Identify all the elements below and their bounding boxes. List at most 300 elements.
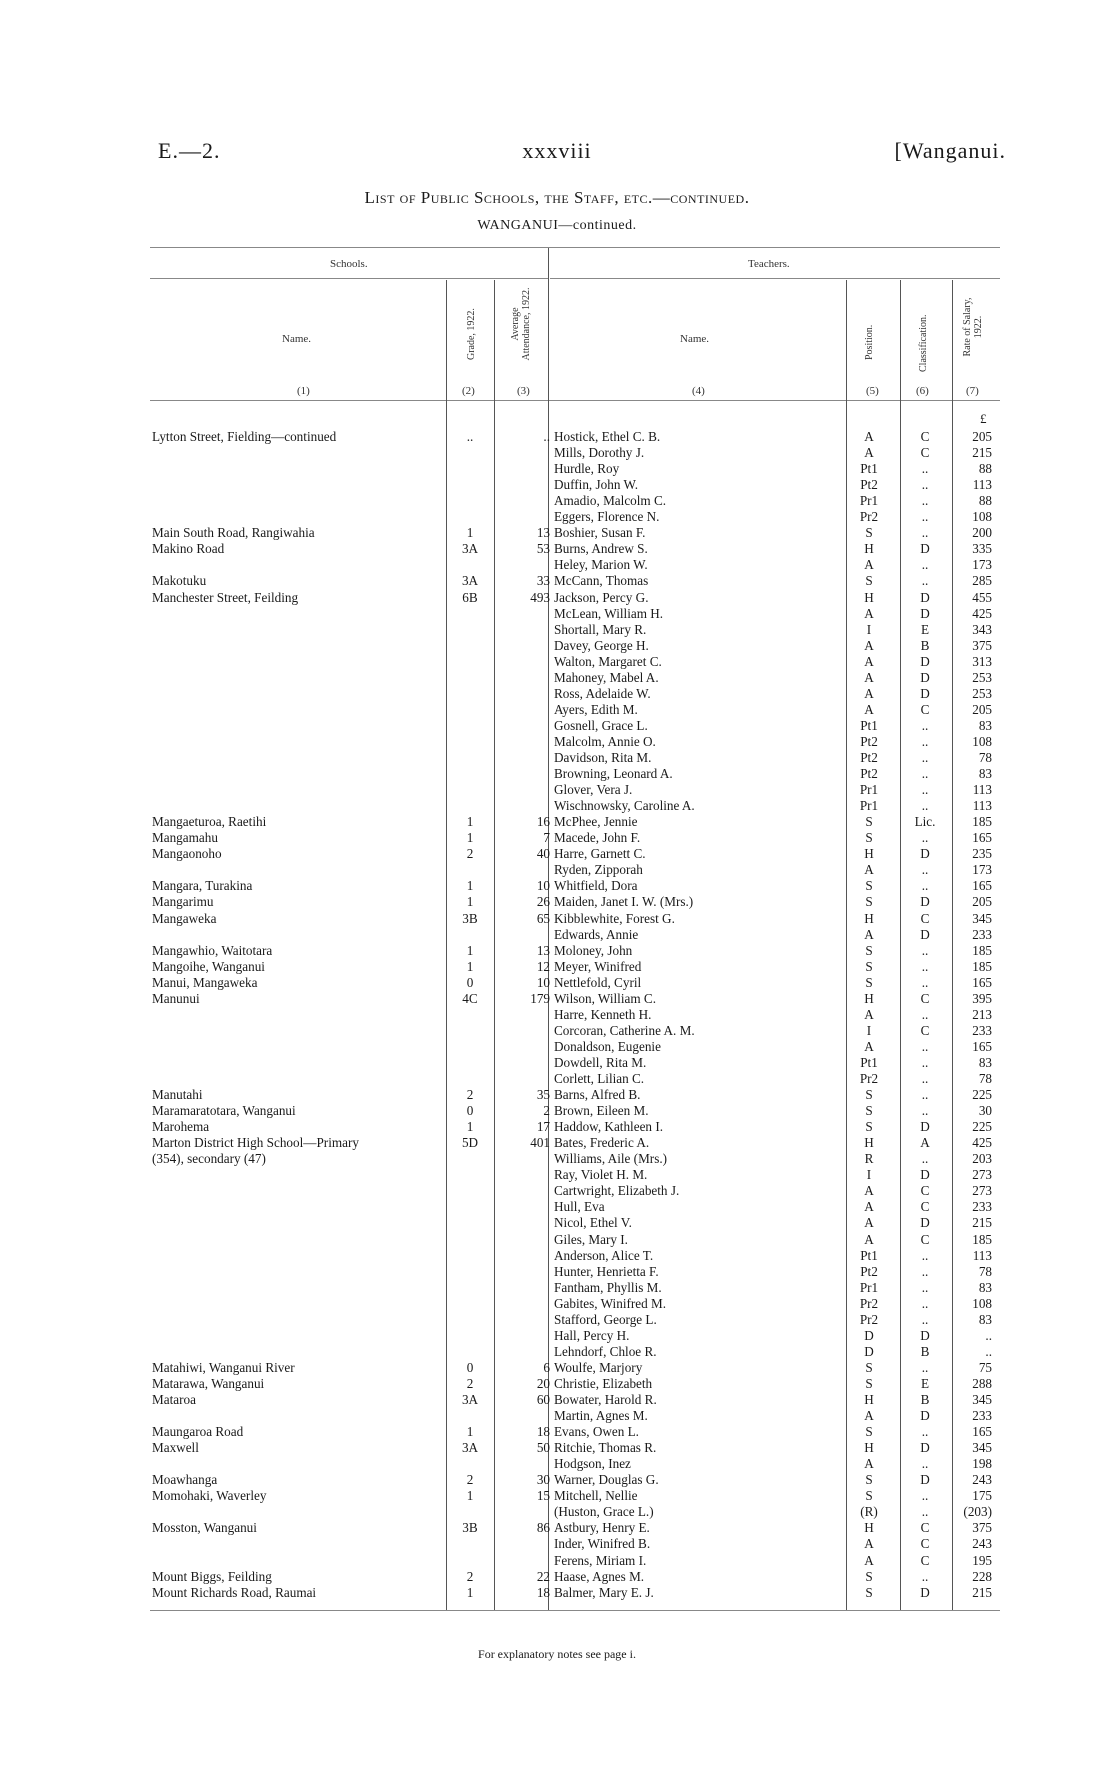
table-row: [0, 798, 1114, 814]
teacher-name-cell: Glover, Vera J.: [554, 782, 633, 798]
teacher-name-cell: McLean, William H.: [554, 605, 664, 621]
classification-cell: ..: [921, 750, 929, 765]
classification-cell: C: [920, 1552, 930, 1568]
classification-cell: ..: [921, 1456, 929, 1472]
grade-header: Grade, 1922.: [466, 308, 477, 360]
teacher-name-cell: (Huston, Grace L.): [554, 1504, 654, 1520]
attendance-cell: 30: [536, 1472, 550, 1488]
classification-cell: B: [920, 1343, 930, 1359]
position-cell: S: [865, 1568, 873, 1584]
salary-cell: 173: [972, 862, 992, 878]
table-row: [0, 1360, 1114, 1376]
grade-cell: 2: [466, 1472, 474, 1488]
position-cell: H: [864, 1520, 874, 1536]
classification-cell: ..: [921, 1359, 929, 1375]
position-cell: A: [864, 1536, 874, 1552]
position-cell: Pr1: [859, 493, 879, 509]
teacher-name-cell: Ross, Adelaide W.: [554, 685, 651, 701]
school-name-cell: Maungaroa Road: [152, 1424, 244, 1440]
page-number: xxxviii: [522, 138, 592, 163]
table-row: [0, 1103, 1114, 1119]
classification-cell: E: [920, 1375, 930, 1391]
table-row: [0, 1087, 1114, 1103]
table-row: [0, 718, 1114, 734]
position-cell: H: [864, 910, 874, 926]
page-header: [0, 138, 1114, 168]
table-row: [0, 1135, 1114, 1151]
teacher-name-cell: McCann, Thomas: [554, 573, 649, 589]
salary-cell: 185: [972, 1231, 992, 1247]
table-row: [0, 1007, 1114, 1023]
table-row: [0, 1039, 1114, 1055]
position-cell: S: [865, 1584, 873, 1600]
classification-cell: D: [920, 685, 930, 701]
teachers-group-rule: [550, 278, 1000, 279]
attendance-cell: 7: [543, 830, 550, 846]
grade-cell: 1: [466, 1424, 474, 1440]
teacher-name-cell: Edwards, Annie: [554, 926, 639, 942]
teacher-name-cell: Ferens, Miriam I.: [554, 1552, 647, 1568]
teacher-name-cell: Balmer, Mary E. J.: [554, 1584, 654, 1600]
col-num-7: (7): [966, 385, 979, 397]
school-name-cell: Makino Road: [152, 541, 225, 557]
school-name-cell: Mangaweka: [152, 910, 217, 926]
position-cell: S: [865, 525, 873, 541]
school-name-cell: Mangara, Turakina: [152, 878, 253, 894]
classification-header: Classification.: [918, 314, 929, 372]
table-row: [0, 959, 1114, 975]
position-cell: A: [864, 669, 874, 685]
teacher-name-cell: Ray, Violet H. M.: [554, 1167, 648, 1183]
teacher-name-cell: Kibblewhite, Forest G.: [554, 910, 675, 926]
salary-cell: 273: [972, 1183, 992, 1199]
table-row: [0, 1472, 1114, 1488]
table-row: [0, 1520, 1114, 1536]
col-num-3: (3): [517, 385, 530, 397]
district-reference: [Wanganui.: [894, 138, 1006, 163]
teacher-name-cell: Maiden, Janet I. W. (Mrs.): [554, 894, 694, 910]
classification-cell: ..: [921, 1006, 929, 1022]
position-cell: S: [865, 814, 873, 830]
position-cell: A: [864, 1199, 874, 1215]
teacher-name-cell: Mills, Dorothy J.: [554, 445, 645, 461]
salary-cell: 165: [972, 878, 992, 894]
table-row: [0, 461, 1114, 477]
classification-cell: C: [920, 1536, 930, 1552]
table-row: [0, 1232, 1114, 1248]
grade-cell: 1: [466, 830, 474, 846]
col-num-5: (5): [866, 385, 879, 397]
classification-cell: ..: [921, 1295, 929, 1311]
classification-cell: ..: [921, 557, 929, 573]
position-cell: S: [865, 942, 873, 958]
classification-cell: ..: [921, 1279, 929, 1295]
salary-cell: 75: [978, 1359, 992, 1375]
classification-cell: C: [920, 990, 930, 1006]
position-cell: A: [864, 429, 874, 444]
position-cell: H: [864, 846, 874, 862]
attendance-cell: 50: [536, 1440, 550, 1456]
table-row: [0, 878, 1114, 894]
teacher-name-cell: Wischnowsky, Caroline A.: [554, 798, 695, 814]
position-cell: S: [865, 1375, 873, 1391]
classification-cell: C: [920, 1520, 930, 1536]
table-row: [0, 1151, 1114, 1167]
salary-cell: 185: [972, 814, 992, 830]
salary-cell: 425: [972, 1135, 992, 1151]
grade-cell: 3B: [462, 910, 478, 926]
teacher-name-cell: Harre, Garnett C.: [554, 846, 646, 862]
salary-cell: 78: [978, 750, 992, 765]
position-cell: H: [864, 541, 874, 557]
teacher-name-cell: Gosnell, Grace L.: [554, 717, 648, 733]
classification-cell: D: [920, 846, 930, 862]
position-cell: S: [865, 1488, 873, 1504]
teacher-name-cell: Woulfe, Marjory: [554, 1359, 643, 1375]
teacher-name-cell: Hostick, Ethel C. B.: [554, 429, 661, 444]
position-cell: Pt1: [860, 717, 878, 733]
col-num-2: (2): [462, 385, 475, 397]
attendance-cell: 65: [536, 910, 550, 926]
salary-cell: 108: [972, 733, 992, 749]
classification-cell: ..: [921, 1151, 929, 1167]
salary-cell: 345: [972, 910, 992, 926]
classification-cell: D: [920, 653, 930, 669]
attendance-cell: 40: [536, 846, 550, 862]
table-row: [0, 702, 1114, 718]
table-row: [0, 862, 1114, 878]
teacher-name-cell: Browning, Leonard A.: [554, 766, 673, 782]
teacher-name-cell: Harre, Kenneth H.: [554, 1006, 652, 1022]
salary-cell: 215: [972, 445, 992, 461]
table-row: [0, 1296, 1114, 1312]
salary-cell: 203: [972, 1151, 992, 1167]
salary-cell: 205: [972, 429, 992, 444]
salary-cell: 30: [978, 1103, 992, 1119]
salary-cell: 83: [978, 1279, 992, 1295]
grade-cell: 1: [466, 958, 474, 974]
classification-cell: ..: [921, 477, 929, 493]
position-cell: A: [864, 1038, 874, 1054]
page-title: List of Public Schools, the Staff, etc.—continued.: [364, 188, 750, 207]
teacher-name-cell: Lehndorf, Chloe R.: [554, 1343, 657, 1359]
table-row: [0, 1440, 1114, 1456]
classification-cell: ..: [921, 1054, 929, 1070]
school-name-cell: Mount Biggs, Feilding: [152, 1568, 272, 1584]
salary-cell: 335: [972, 541, 992, 557]
classification-cell: D: [920, 1167, 930, 1183]
teacher-name-cell: Christie, Elizabeth: [554, 1375, 653, 1391]
attendance-cell: 33: [536, 573, 550, 589]
teachers-group-label: Teachers.: [748, 258, 790, 270]
position-cell: Pt2: [860, 733, 878, 749]
teacher-name-cell: Corlett, Lilian C.: [554, 1071, 645, 1086]
currency-symbol: £: [980, 411, 987, 426]
table-row: [0, 670, 1114, 686]
teacher-name-cell: Anderson, Alice T.: [554, 1247, 654, 1263]
classification-cell: ..: [921, 1504, 929, 1520]
classification-cell: D: [920, 1327, 930, 1343]
grade-cell: 5D: [461, 1135, 479, 1151]
teacher-name-cell: Duffin, John W.: [554, 477, 639, 493]
table-row: [0, 1280, 1114, 1296]
grade-cell: 3B: [462, 1520, 478, 1536]
teacher-name-cell: Davey, George H.: [554, 637, 649, 653]
teacher-name-cell: Fantham, Phyllis M.: [554, 1279, 662, 1295]
table-row: [0, 525, 1114, 541]
school-name-cell: Marton District High School—Primary: [152, 1135, 359, 1151]
classification-cell: ..: [921, 830, 929, 846]
classification-cell: ..: [921, 798, 929, 814]
school-name-cell: Manui, Mangaweka: [152, 974, 258, 990]
salary-cell: 165: [972, 1424, 992, 1440]
position-cell: S: [865, 1119, 873, 1135]
col-num-6: (6): [916, 385, 929, 397]
table-row: [0, 1456, 1114, 1472]
position-cell: S: [865, 573, 873, 589]
attendance-cell: 15: [536, 1488, 550, 1504]
salary-cell: 285: [972, 573, 992, 589]
attendance-cell: 6: [543, 1359, 550, 1375]
schools-group-label: Schools.: [330, 258, 368, 270]
salary-cell: 205: [972, 701, 992, 717]
position-cell: I: [866, 1167, 872, 1183]
teacher-name-cell: Whitfield, Dora: [554, 878, 638, 894]
teacher-name-cell: Nettlefold, Cyril: [554, 974, 642, 990]
position-cell: H: [864, 589, 874, 605]
salary-cell: 108: [972, 1295, 992, 1311]
table-row: [0, 686, 1114, 702]
position-cell: A: [864, 926, 874, 942]
table-row: [0, 1536, 1114, 1552]
teacher-name-cell: Ryden, Zipporah: [554, 862, 643, 878]
grade-cell: 2: [466, 846, 474, 862]
position-cell: A: [864, 637, 874, 653]
position-cell: Pt2: [860, 750, 878, 765]
attendance-cell: 26: [536, 894, 550, 910]
classification-cell: D: [920, 1584, 930, 1600]
teacher-name-cell: Jackson, Percy G.: [554, 589, 649, 605]
school-name-cell: Mataroa: [152, 1392, 196, 1407]
salary-cell: 185: [972, 958, 992, 974]
school-name-header: Name.: [282, 333, 312, 345]
attendance-cell: ..: [543, 429, 550, 444]
position-cell: S: [865, 1103, 873, 1119]
salary-cell: 253: [972, 685, 992, 701]
teacher-name-cell: Giles, Mary I.: [554, 1231, 628, 1247]
classification-cell: D: [920, 589, 930, 605]
position-cell: H: [864, 990, 874, 1006]
position-cell: Pt2: [860, 766, 878, 782]
table-row: [0, 493, 1114, 509]
table-row: [0, 477, 1114, 493]
table-row: [0, 927, 1114, 943]
attendance-cell: 22: [536, 1568, 550, 1584]
grade-cell: 0: [466, 1359, 474, 1375]
salary-cell: 313: [972, 653, 992, 669]
attendance-cell: 12: [536, 958, 550, 974]
position-cell: A: [864, 557, 874, 573]
teacher-name-cell: Cartwright, Elizabeth J.: [554, 1183, 680, 1199]
position-cell: A: [864, 862, 874, 878]
teacher-name-cell: Macede, John F.: [554, 830, 641, 846]
teacher-name-cell: Hunter, Henrietta F.: [554, 1263, 659, 1279]
position-cell: Pr1: [859, 798, 879, 814]
position-cell: Pt1: [860, 461, 878, 477]
table-row: [0, 1215, 1114, 1231]
attendance-cell: 2: [543, 1103, 550, 1119]
salary-cell: 83: [978, 1054, 992, 1070]
grade-cell: 1: [466, 1488, 474, 1504]
school-name-cell: Matahiwi, Wanganui River: [152, 1359, 295, 1375]
classification-cell: ..: [921, 782, 929, 798]
report-reference: E.—2.: [158, 138, 221, 163]
classification-cell: ..: [921, 733, 929, 749]
position-cell: A: [864, 1456, 874, 1472]
position-cell: A: [864, 685, 874, 701]
school-name-cell: Mosston, Wanganui: [152, 1520, 257, 1536]
table-row: [0, 1248, 1114, 1264]
teacher-name-cell: Warner, Douglas G.: [554, 1472, 659, 1488]
table-row: [0, 638, 1114, 654]
position-cell: S: [865, 974, 873, 990]
attendance-cell: 18: [536, 1584, 550, 1600]
teacher-name-cell: McPhee, Jennie: [554, 814, 638, 830]
teacher-name-cell: Mahoney, Mabel A.: [554, 669, 659, 685]
school-name-cell: Makotuku: [152, 573, 207, 589]
position-cell: S: [865, 830, 873, 846]
teacher-name-cell: Meyer, Winifred: [554, 958, 642, 974]
teacher-name-cell: Hurdle, Roy: [554, 461, 620, 477]
attendance-cell: 35: [536, 1087, 550, 1103]
classification-cell: ..: [921, 766, 929, 782]
teacher-name-cell: Davidson, Rita M.: [554, 750, 652, 765]
classification-cell: ..: [921, 1247, 929, 1263]
classification-cell: ..: [921, 862, 929, 878]
teacher-name-cell: Mitchell, Nellie: [554, 1488, 638, 1504]
grade-cell: 3A: [461, 1392, 479, 1407]
teacher-name-cell: Hodgson, Inez: [554, 1456, 631, 1472]
table-row: [0, 782, 1114, 798]
position-cell: A: [864, 445, 874, 461]
teacher-name-cell: Brown, Eileen M.: [554, 1103, 649, 1119]
table-row: [0, 991, 1114, 1007]
grade-cell: 1: [466, 1584, 474, 1600]
position-cell: A: [864, 1006, 874, 1022]
classification-cell: ..: [921, 1424, 929, 1440]
table-bottom-rule: [150, 1610, 1000, 1611]
teacher-name-cell: Ayers, Edith M.: [554, 701, 638, 717]
salary-cell: 233: [972, 926, 992, 942]
school-name-cell: Maramaratotara, Wanganui: [152, 1103, 296, 1119]
position-cell: H: [864, 1392, 874, 1407]
position-cell: A: [864, 605, 874, 621]
table-row: [0, 1553, 1114, 1569]
classification-cell: D: [920, 669, 930, 685]
teacher-name-cell: Amadio, Malcolm C.: [554, 493, 667, 509]
teacher-name-cell: Boshier, Susan F.: [554, 525, 646, 541]
attendance-cell: 20: [536, 1375, 550, 1391]
salary-cell: 253: [972, 669, 992, 685]
table-row: [0, 1344, 1114, 1360]
position-cell: A: [864, 1231, 874, 1247]
grade-cell: 0: [466, 974, 474, 990]
position-cell: Pr2: [859, 509, 879, 525]
salary-cell: 165: [972, 830, 992, 846]
salary-cell: 88: [978, 493, 992, 509]
salary-cell: 215: [972, 1584, 992, 1600]
classification-cell: ..: [921, 1103, 929, 1119]
teacher-name-cell: Eggers, Florence N.: [554, 509, 660, 525]
salary-cell: 113: [972, 782, 992, 798]
salary-cell: 375: [972, 637, 992, 653]
table-row: [0, 975, 1114, 991]
classification-cell: C: [920, 445, 930, 461]
salary-cell: 233: [972, 1022, 992, 1038]
salary-cell: 113: [972, 1247, 992, 1263]
classification-cell: D: [920, 1119, 930, 1135]
grade-cell: 3A: [461, 1440, 479, 1456]
salary-cell: 185: [972, 942, 992, 958]
attendance-cell: 60: [536, 1392, 550, 1407]
table-row: [0, 894, 1114, 910]
salary-cell: 78: [978, 1263, 992, 1279]
teacher-name-cell: Heley, Marion W.: [554, 557, 648, 573]
salary-cell: 83: [978, 717, 992, 733]
grade-cell: 4C: [462, 990, 478, 1006]
table-row: [0, 830, 1114, 846]
table-row: [0, 911, 1114, 927]
grade-cell: 1: [466, 894, 474, 910]
position-cell: Pr1: [859, 782, 879, 798]
school-name-cell: Mangaeturoa, Raetihi: [152, 814, 267, 830]
table-row: [0, 1392, 1114, 1408]
table-row: [0, 1071, 1114, 1087]
position-cell: S: [865, 1087, 873, 1103]
school-name-cell: Manunui: [152, 990, 200, 1006]
classification-cell: D: [920, 1408, 930, 1424]
teacher-name-cell: Walton, Margaret C.: [554, 653, 662, 669]
school-name-cell: Momohaki, Waverley: [152, 1488, 267, 1504]
attendance-cell: 17: [536, 1119, 550, 1135]
teacher-name-cell: Wilson, William C.: [554, 990, 656, 1006]
grade-cell: 3A: [461, 541, 479, 557]
table-row: [0, 846, 1114, 862]
position-cell: Pr1: [859, 1279, 879, 1295]
position-cell: A: [864, 1552, 874, 1568]
salary-cell: 108: [972, 509, 992, 525]
table-row: [0, 750, 1114, 766]
attendance-cell: 86: [536, 1520, 550, 1536]
table-row: [0, 734, 1114, 750]
grade-cell: 6B: [462, 589, 478, 605]
position-cell: A: [864, 1408, 874, 1424]
school-name-cell: Marohema: [152, 1119, 210, 1135]
teacher-name-cell: Williams, Aile (Mrs.): [554, 1151, 668, 1167]
table-row: [0, 1199, 1114, 1215]
salary-cell: ..: [985, 1327, 992, 1343]
position-cell: A: [864, 701, 874, 717]
table-row: [0, 1312, 1114, 1328]
table-row: [0, 814, 1114, 830]
classification-cell: C: [920, 1231, 930, 1247]
position-header: Position.: [864, 324, 875, 360]
position-cell: S: [865, 958, 873, 974]
attendance-cell: 179: [530, 990, 550, 1006]
position-cell: Pt2: [860, 1263, 878, 1279]
salary-cell: 88: [978, 461, 992, 477]
school-name-cell: Mangaonoho: [152, 846, 222, 862]
